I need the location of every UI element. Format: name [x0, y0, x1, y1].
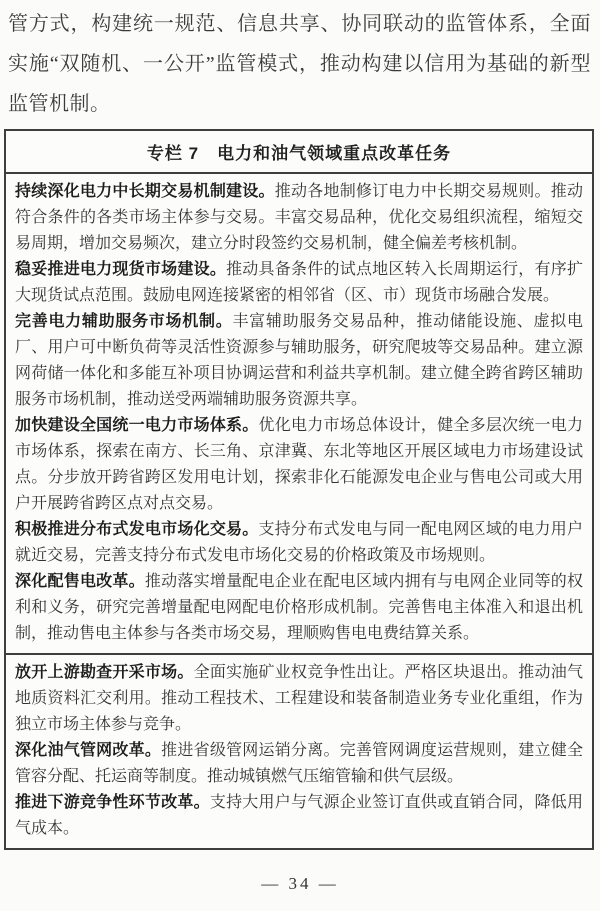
section-electricity: [6, 174, 592, 653]
panel-paragraph: [15, 569, 583, 647]
paragraph-body: 推进省级管网运销分离。完善管网调度运营规则，建立健全管容分配、托运商等制度。推动城镇燃气压缩管输和供气层级。: [15, 742, 583, 785]
panel-paragraph: [15, 738, 583, 790]
paragraph-lead: 深化配售电改革。: [15, 573, 145, 590]
panel-paragraph: [15, 790, 583, 842]
page-number: — 34 —: [261, 874, 339, 893]
paragraph-lead: 完善电力辅助服务市场机制。: [15, 313, 233, 330]
paragraph-lead: 持续深化电力中长期交易机制建设。: [15, 183, 275, 200]
paragraph-lead: 加快建设全国统一电力市场体系。: [15, 417, 259, 434]
panel-box7: [4, 129, 594, 850]
paragraph-body: 全面实施矿业权竞争性出让。严格区块退出。推动油气地质资料汇交利用。推动工程技术、工程建设和装备制造业务专业化重组，作为独立市场主体参与竞争。: [15, 664, 583, 733]
section-oilgas: [6, 653, 592, 848]
paragraph-lead: 深化油气管网改革。: [15, 742, 162, 759]
panel-paragraph: [15, 413, 583, 517]
paragraph-lead: 积极推进分布式发电市场化交易。: [15, 521, 259, 538]
intro-paragraph: 管方式，构建统一规范、信息共享、协同联动的监管体系，全面实施“双随机、一公开”监管模式，推动构建以信用为基础的新型监管机制。: [8, 13, 591, 115]
panel-paragraph: [15, 309, 583, 413]
paragraph-body: 支持分布式发电与同一配电网区域的电力用户就近交易，完善支持分布式发电市场化交易的价格政策及市场规则。: [15, 521, 583, 564]
paragraph-body: 支持大用户与气源企业签订直供或直销合同，降低用气成本。: [15, 794, 583, 837]
panel-paragraph: [15, 179, 583, 257]
document-page: [0, 4, 600, 911]
panel-title: 专栏 7 电力和油气领域重点改革任务: [6, 131, 592, 174]
paragraph-body: 推动各地制修订电力中长期交易规则。推动符合条件的各类市场主体参与交易。丰富交易品种，优化交易组织流程，缩短交易周期，增加交易频次，建立分时段签约交易机制，健全偏差考核机制。: [15, 183, 583, 252]
panel-paragraph: [15, 660, 583, 738]
paragraph-lead: 稳妥推进电力现货市场建设。: [15, 261, 227, 278]
panel-paragraph: [15, 517, 583, 569]
panel-paragraph: [15, 257, 583, 309]
paragraph-body: 推动具备条件的试点地区转入长周期运行，有序扩大现货试点范围。鼓励电网连接紧密的相邻省（区、市）现货市场融合发展。: [15, 261, 583, 304]
paragraph-body: 丰富辅助服务交易品种，推动储能设施、虚拟电厂、用户可中断负荷等灵活性资源参与辅助服务，研究爬坡等交易品种。建立源网荷储一体化和多能互补项目协调运营和利益共享机制。建立健全跨省跨区辅助服务市场机制，推动送受两端辅助服务资源共享。: [15, 313, 583, 408]
paragraph-body: 优化电力市场总体设计，健全多层次统一电力市场体系，探索在南方、长三角、京津冀、东北等地区开展区域电力市场建设试点。分步放开跨省跨区发用电计划，探索非化石能源发电企业与售电公司或大用户开展跨省跨区点对点交易。: [15, 417, 583, 512]
paragraph-lead: 推进下游竞争性环节改革。: [15, 794, 210, 811]
paragraph-lead: 放开上游勘查开采市场。: [15, 664, 194, 681]
paragraph-body: 推动落实增量配电企业在配电区域内拥有与电网企业同等的权利和义务，研究完善增量配电网配电价格形成机制。完善售电主体准入和退出机制，推动售电主体参与各类市场交易，理顺购售电电费结算关系。: [15, 573, 583, 642]
